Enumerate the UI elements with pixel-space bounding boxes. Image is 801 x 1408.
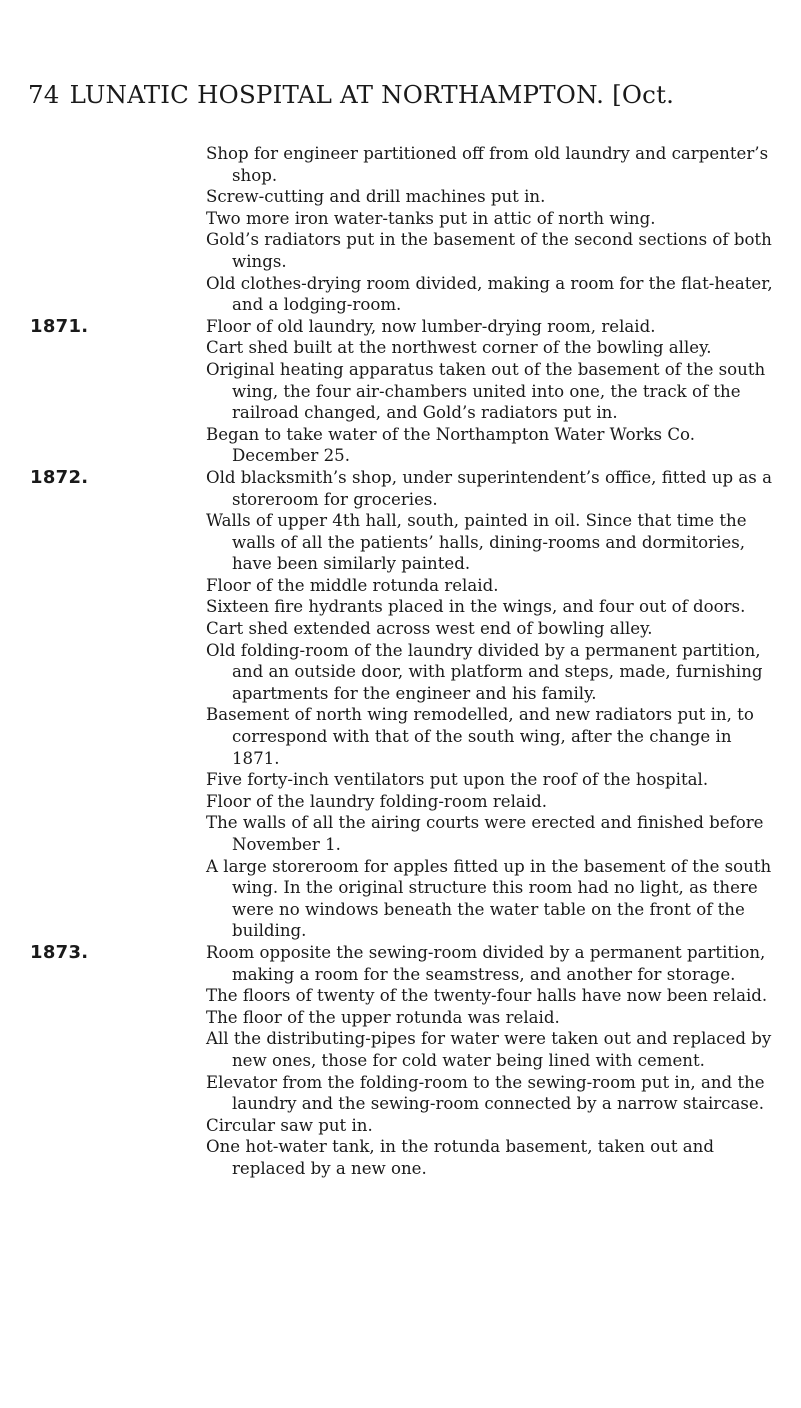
entry-text: Began to take water of the Northampton Water Works Co. December 25.: [206, 424, 696, 466]
entry-text: Floor of the middle rotunda relaid.: [206, 575, 499, 595]
entry-text: Room opposite the sewing-room divided by a permanent partition, making a room for the seamstress, and another for storage.: [206, 942, 766, 984]
entry-item: [206, 596, 776, 618]
entry-text: Five forty-inch ventilators put upon the roof of the hospital.: [206, 770, 709, 790]
running-header: [28, 80, 674, 109]
entry-item: [206, 640, 776, 705]
entry-item: [206, 812, 776, 855]
entry-item: [206, 1115, 776, 1137]
entry-item: [206, 769, 776, 791]
entry-text: A large storeroom for apples fitted up in the basement of the south wing. In the original structure this room had no light, as there were no windows beneath the water table on the front of the building.: [206, 856, 772, 941]
page-number: 74: [28, 80, 60, 109]
entry-text: Gold’s radiators put in the basement of the second sections of both wings.: [206, 230, 772, 271]
year-label: 1871.: [30, 315, 89, 337]
entry-item: [206, 186, 776, 208]
entry-text: Sixteen fire hydrants placed in the wings, and four out of doors.: [206, 597, 746, 617]
year-label: 1873.: [30, 941, 89, 963]
entry-item: [206, 229, 776, 272]
entry-item: [206, 791, 776, 813]
entry-item: [206, 359, 776, 424]
entry-item: [206, 424, 776, 467]
entry-item: [206, 618, 776, 640]
year-label: 1872.: [30, 466, 89, 488]
entry-text: Cart shed built at the northwest corner of the bowling alley.: [206, 338, 712, 358]
entry-text: One hot-water tank, in the rotunda basement, taken out and replaced by a new one.: [206, 1137, 714, 1178]
entry-item: [206, 510, 776, 575]
entry-text: Cart shed extended across west end of bowling alley.: [206, 619, 653, 639]
entry-text: Floor of old laundry, now lumber-drying room, relaid.: [206, 316, 656, 336]
entry-text: All the distributing-pipes for water were taken out and replaced by new ones, those for cold water being lined with cement.: [206, 1029, 772, 1070]
entry-text: Floor of the laundry folding-room relaid.: [206, 791, 548, 811]
chronology-list: [30, 143, 776, 1180]
entry-text: Old clothes-drying room divided, making a room for the flat-heater, and a lodging-room.: [206, 273, 773, 315]
entry-text: Elevator from the folding-room to the sewing-room put in, and the laundry and the sewing-room connected by a narrow staircase.: [206, 1072, 765, 1114]
entry-item: [206, 1072, 776, 1115]
entry-item: [206, 208, 776, 230]
running-title: LUNATIC HOSPITAL AT NORTHAMPTON. [Oct.: [69, 80, 675, 109]
entry-text: Original heating apparatus taken out of the basement of the south wing, the four air-chambers united into one, the track of the railroad changed, and Gold’s radiators put in.: [206, 359, 766, 423]
entry-item: [206, 143, 776, 186]
entry-text: The floors of twenty of the twenty-four halls have now been relaid.: [206, 986, 768, 1006]
entry-item: [30, 466, 776, 510]
entry-item: [206, 704, 776, 769]
entry-text: Two more iron water-tanks put in attic of north wing.: [206, 208, 656, 228]
entry-item: [206, 1007, 776, 1029]
entry-text: Basement of north wing remodelled, and new radiators put in, to correspond with that of the south wing, after the change in 1871.: [206, 705, 754, 768]
entry-text: Screw-cutting and drill machines put in.: [206, 187, 546, 207]
entry-text: Walls of upper 4th hall, south, painted in oil. Since that time the walls of all the patients’ halls, dining-rooms and dormitories, have been similarly painted.: [206, 511, 747, 574]
entry-text: Old blacksmith’s shop, under superintendent’s office, fitted up as a storeroom for groceries.: [206, 467, 772, 509]
entry-text: Circular saw put in.: [206, 1115, 373, 1135]
entry-text: Old folding-room of the laundry divided by a permanent partition, and an outside door, with platform and steps, made, furnishing apartments for the engineer and his family.: [206, 640, 763, 703]
entry-text: The floor of the upper rotunda was relaid.: [206, 1007, 560, 1027]
entry-item: [206, 1028, 776, 1071]
entry-text: Shop for engineer partitioned off from old laundry and carpenter’s shop.: [206, 144, 769, 185]
entry-item: [206, 337, 776, 359]
entry-text: The walls of all the airing courts were erected and finished before November 1.: [206, 813, 764, 854]
entry-item: [206, 575, 776, 597]
entry-item: [30, 315, 776, 338]
entry-item: [206, 1136, 776, 1179]
entry-item: [30, 941, 776, 985]
entry-item: [206, 985, 776, 1007]
entry-item: [206, 856, 776, 942]
entry-item: [206, 273, 776, 316]
